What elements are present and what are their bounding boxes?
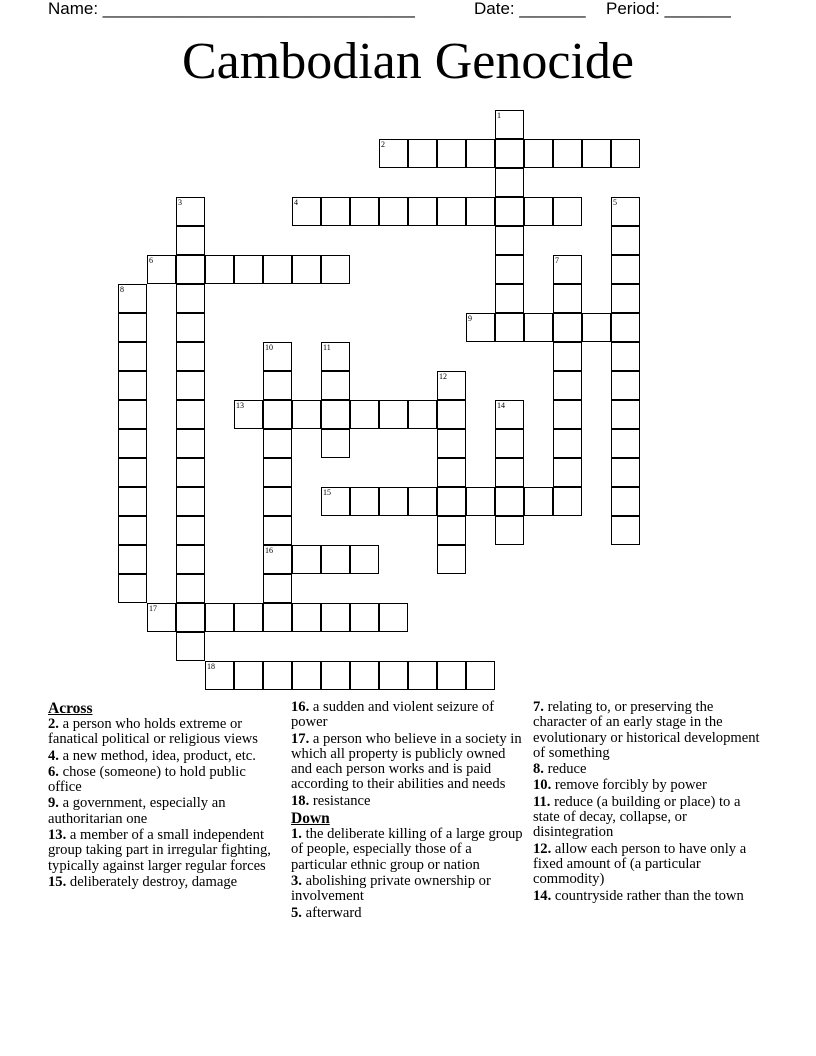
- clue-across-15: 15. deliberately destroy, damage: [48, 873, 238, 890]
- clue-number: 12: [439, 372, 447, 381]
- crossword-cell[interactable]: [611, 487, 640, 516]
- crossword-cell[interactable]: [524, 487, 553, 516]
- crossword-cell[interactable]: [611, 139, 640, 168]
- crossword-cell[interactable]: [292, 661, 321, 690]
- crossword-cell[interactable]: [263, 371, 292, 400]
- crossword-cell[interactable]: [379, 139, 408, 168]
- crossword-cell[interactable]: [495, 429, 524, 458]
- crossword-cell[interactable]: [437, 139, 466, 168]
- crossword-cell[interactable]: [176, 429, 205, 458]
- crossword-cell[interactable]: [176, 632, 205, 661]
- across-heading: Across: [48, 700, 93, 717]
- crossword-cell[interactable]: [553, 458, 582, 487]
- crossword-cell[interactable]: [437, 400, 466, 429]
- clue-across-4: 4. a new method, idea, product, etc.: [48, 747, 256, 764]
- crossword-cell[interactable]: [553, 400, 582, 429]
- crossword-cell[interactable]: [437, 458, 466, 487]
- down-heading: Down: [291, 810, 330, 828]
- crossword-cell[interactable]: [611, 371, 640, 400]
- crossword-cell[interactable]: [437, 516, 466, 545]
- crossword-cell[interactable]: [292, 255, 321, 284]
- clue-down-12: 12. allow each person to have only a fixed amount of (a particular commodity): [533, 840, 747, 888]
- crossword-cell[interactable]: [292, 197, 321, 226]
- crossword-cell[interactable]: [118, 342, 147, 371]
- crossword-cell[interactable]: [263, 603, 292, 632]
- crossword-cell[interactable]: [292, 603, 321, 632]
- page-title: Cambodian Genocide: [182, 33, 634, 90]
- crossword-cell[interactable]: [611, 400, 640, 429]
- crossword-cell[interactable]: [379, 400, 408, 429]
- crossword-cell[interactable]: [553, 313, 582, 342]
- crossword-cell[interactable]: [437, 429, 466, 458]
- crossword-cell[interactable]: [263, 429, 292, 458]
- crossword-cell[interactable]: [234, 400, 263, 429]
- clue-number: 14: [497, 401, 505, 410]
- crossword-cell[interactable]: [118, 545, 147, 574]
- crossword-cell[interactable]: [176, 400, 205, 429]
- crossword-cell[interactable]: [611, 342, 640, 371]
- crossword-cell[interactable]: [495, 284, 524, 313]
- crossword-cell[interactable]: [176, 487, 205, 516]
- crossword-cell[interactable]: [176, 284, 205, 313]
- crossword-cell[interactable]: [553, 255, 582, 284]
- crossword-cell[interactable]: [379, 661, 408, 690]
- crossword-cell[interactable]: [495, 487, 524, 516]
- crossword-cell[interactable]: [495, 197, 524, 226]
- crossword-cell[interactable]: [437, 371, 466, 400]
- crossword-cell[interactable]: [321, 342, 350, 371]
- crossword-cell[interactable]: [292, 545, 321, 574]
- clue-across-6: 6. chose (someone) to hold public office: [48, 763, 246, 796]
- clue-down-11: 11. reduce (a building or place) to a state of decay, collapse, or disintegration: [533, 793, 741, 841]
- crossword-cell[interactable]: [176, 516, 205, 545]
- crossword-cell[interactable]: [147, 255, 176, 284]
- crossword-cell[interactable]: [611, 429, 640, 458]
- crossword-cell[interactable]: [611, 516, 640, 545]
- crossword-cell[interactable]: [611, 284, 640, 313]
- crossword-cell[interactable]: [350, 603, 379, 632]
- clues-column-1: [48, 700, 280, 891]
- clue-number: 17: [149, 604, 157, 613]
- crossword-cell[interactable]: [176, 574, 205, 603]
- clue-number: 1: [497, 111, 501, 120]
- crossword-cell[interactable]: [495, 313, 524, 342]
- crossword-cell[interactable]: [321, 197, 350, 226]
- crossword-cell[interactable]: [350, 661, 379, 690]
- crossword-cell[interactable]: [524, 313, 553, 342]
- crossword-cell[interactable]: [350, 487, 379, 516]
- crossword-cell[interactable]: [379, 603, 408, 632]
- crossword-cell[interactable]: [611, 226, 640, 255]
- period-field[interactable]: Period: _______: [606, 0, 731, 18]
- clue-across-18: 18. resistance: [291, 792, 371, 809]
- crossword-cell[interactable]: [118, 400, 147, 429]
- crossword-cell[interactable]: [524, 197, 553, 226]
- clue-number: 7: [555, 256, 559, 265]
- crossword-cell[interactable]: [263, 458, 292, 487]
- clue-across-2: 2. a person who holds extreme or fanatical political or religious views: [48, 716, 258, 748]
- crossword-cell[interactable]: [147, 603, 176, 632]
- clue-number: 15: [323, 488, 331, 497]
- crossword-cell[interactable]: [553, 487, 582, 516]
- crossword-cell[interactable]: [205, 661, 234, 690]
- clues-column-3: [533, 700, 765, 905]
- crossword-cell[interactable]: [553, 139, 582, 168]
- clue-number: 10: [265, 343, 273, 352]
- clue-across-16: 16. a sudden and violent seizure of power: [291, 699, 495, 731]
- crossword-cell[interactable]: [118, 458, 147, 487]
- clue-across-9: 9. a government, especially an authoritarian one: [48, 795, 226, 827]
- clue-number: 3: [178, 198, 182, 207]
- clue-down-10: 10. remove forcibly by power: [533, 777, 707, 794]
- crossword-cell[interactable]: [350, 545, 379, 574]
- crossword-cell[interactable]: [176, 255, 205, 284]
- crossword-cell[interactable]: [263, 545, 292, 574]
- crossword-cell[interactable]: [466, 139, 495, 168]
- crossword-cell[interactable]: [263, 516, 292, 545]
- crossword-cell[interactable]: [466, 197, 495, 226]
- crossword-cell[interactable]: [176, 545, 205, 574]
- clue-number: 11: [323, 343, 331, 352]
- crossword-cell[interactable]: [234, 603, 263, 632]
- clue-down-8: 8. reduce: [533, 761, 587, 778]
- crossword-cell[interactable]: [408, 400, 437, 429]
- clue-number: 4: [294, 198, 298, 207]
- crossword-cell[interactable]: [379, 487, 408, 516]
- crossword-cell[interactable]: [495, 139, 524, 168]
- crossword-cell[interactable]: [176, 226, 205, 255]
- crossword-cell[interactable]: [408, 661, 437, 690]
- crossword-cell[interactable]: [263, 661, 292, 690]
- crossword-cell[interactable]: [263, 342, 292, 371]
- crossword-cell[interactable]: [350, 197, 379, 226]
- clue-down-1: 1. the deliberate killing of a large group of people, especially those of a particular ethnic group or nation: [291, 826, 523, 873]
- crossword-cell[interactable]: [495, 458, 524, 487]
- crossword-cell[interactable]: [582, 139, 611, 168]
- crossword-cell[interactable]: [321, 255, 350, 284]
- crossword-cell[interactable]: [495, 400, 524, 429]
- crossword-cell[interactable]: [408, 139, 437, 168]
- crossword-cell[interactable]: [321, 661, 350, 690]
- crossword-cell[interactable]: [495, 255, 524, 284]
- crossword-cell[interactable]: [118, 516, 147, 545]
- crossword-cell[interactable]: [553, 197, 582, 226]
- crossword-cell[interactable]: [611, 313, 640, 342]
- crossword-cell[interactable]: [524, 139, 553, 168]
- crossword-cell[interactable]: [263, 487, 292, 516]
- crossword-cell[interactable]: [611, 255, 640, 284]
- crossword-cell[interactable]: [466, 487, 495, 516]
- crossword-cell[interactable]: [350, 400, 379, 429]
- crossword-cell[interactable]: [234, 661, 263, 690]
- clue-number: 5: [613, 198, 617, 207]
- crossword-cell[interactable]: [263, 574, 292, 603]
- clue-number: 8: [120, 285, 124, 294]
- date-field[interactable]: Date: _______: [474, 0, 586, 18]
- crossword-cell[interactable]: [118, 313, 147, 342]
- crossword-cell[interactable]: [553, 342, 582, 371]
- crossword-cell[interactable]: [292, 400, 321, 429]
- crossword-cell[interactable]: [553, 371, 582, 400]
- crossword-cell[interactable]: [408, 197, 437, 226]
- crossword-cell[interactable]: [234, 255, 263, 284]
- crossword-cell[interactable]: [321, 545, 350, 574]
- crossword-cell[interactable]: [437, 661, 466, 690]
- crossword-cell[interactable]: [321, 371, 350, 400]
- clue-down-7: 7. relating to, or preserving the character of an early stage in the evolutionary or historical development of something: [533, 699, 760, 761]
- crossword-cell[interactable]: [466, 313, 495, 342]
- crossword-cell[interactable]: [176, 603, 205, 632]
- crossword-cell[interactable]: [321, 603, 350, 632]
- clue-down-5: 5. afterward: [291, 904, 362, 921]
- crossword-cell[interactable]: [495, 226, 524, 255]
- crossword-cell[interactable]: [176, 371, 205, 400]
- crossword-cell[interactable]: [205, 603, 234, 632]
- clue-down-3: 3. abolishing private ownership or involvement: [291, 872, 491, 905]
- crossword-cell[interactable]: [118, 574, 147, 603]
- crossword-cell[interactable]: [321, 400, 350, 429]
- crossword-cell[interactable]: [408, 487, 437, 516]
- crossword-cell[interactable]: [263, 400, 292, 429]
- crossword-cell[interactable]: [263, 255, 292, 284]
- crossword-cell[interactable]: [321, 429, 350, 458]
- crossword-cell[interactable]: [379, 197, 408, 226]
- crossword-cell[interactable]: [176, 342, 205, 371]
- crossword-cell[interactable]: [611, 197, 640, 226]
- crossword-cell[interactable]: [611, 458, 640, 487]
- name-field[interactable]: Name: _________________________________: [48, 0, 415, 18]
- crossword-cell[interactable]: [118, 371, 147, 400]
- clue-number: 16: [265, 546, 273, 555]
- clue-number: 6: [149, 256, 153, 265]
- crossword-cell[interactable]: [553, 284, 582, 313]
- crossword-cell[interactable]: [118, 429, 147, 458]
- clue-number: 2: [381, 140, 385, 149]
- crossword-cell[interactable]: [176, 313, 205, 342]
- crossword-cell[interactable]: [118, 284, 147, 313]
- clue-number: 13: [236, 401, 244, 410]
- clue-down-14: 14. countryside rather than the town: [533, 887, 744, 904]
- crossword-cell[interactable]: [205, 255, 234, 284]
- crossword-cell[interactable]: [553, 429, 582, 458]
- crossword-cell[interactable]: [495, 110, 524, 139]
- crossword-cell[interactable]: [176, 458, 205, 487]
- crossword-cell[interactable]: [495, 168, 524, 197]
- clue-number: 18: [207, 662, 215, 671]
- crossword-cell[interactable]: [321, 487, 350, 516]
- crossword-cell[interactable]: [118, 487, 147, 516]
- crossword-cell[interactable]: [582, 313, 611, 342]
- clue-across-13: 13. a member of a small independent group taking part in irregular fighting, typically against larger regular forces: [48, 827, 271, 874]
- crossword-cell[interactable]: [176, 197, 205, 226]
- crossword-cell[interactable]: [437, 197, 466, 226]
- clue-number: 9: [468, 314, 472, 323]
- clue-across-17: 17. a person who believe in a society in which all property is publicly owned and each person works and is paid according to their abilities and needs: [291, 730, 522, 793]
- crossword-cell[interactable]: [437, 545, 466, 574]
- crossword-cell[interactable]: [495, 516, 524, 545]
- crossword-cell[interactable]: [466, 661, 495, 690]
- clues-column-2: [291, 700, 523, 922]
- crossword-cell[interactable]: [437, 487, 466, 516]
